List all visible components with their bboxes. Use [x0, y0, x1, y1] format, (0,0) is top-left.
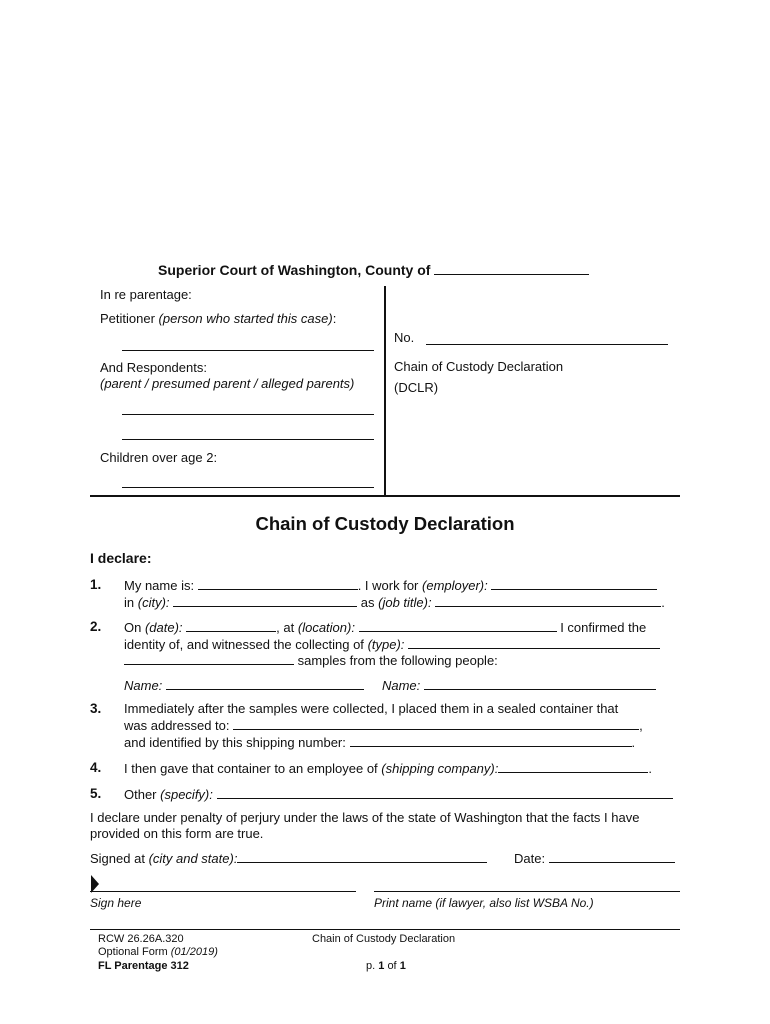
perjury-statement-2: provided on this form are true.	[90, 826, 264, 841]
item-2-line-3: samples from the following people:	[124, 652, 498, 668]
page-title: Chain of Custody Declaration	[255, 513, 515, 534]
sign-here-arrow-icon	[90, 875, 100, 896]
signed-date: Date:	[514, 850, 675, 866]
item-2-names: Name: Name:	[124, 677, 656, 693]
date-collected-field[interactable]	[186, 619, 276, 632]
footer-rule	[90, 929, 680, 930]
respondents-hint: (parent / presumed parent / alleged parents)	[100, 376, 355, 391]
person-name-field-1[interactable]	[166, 677, 364, 690]
sample-type-field[interactable]	[408, 636, 660, 649]
case-number-field[interactable]	[426, 343, 668, 345]
shipping-company-field[interactable]	[498, 760, 648, 773]
job-title-field[interactable]	[435, 594, 661, 607]
sample-type-field-2[interactable]	[124, 652, 294, 665]
footer-form-number: FL Parentage 312	[98, 960, 189, 972]
item-3-line-2: was addressed to: ,	[124, 718, 643, 733]
signature-field[interactable]	[90, 890, 356, 892]
item-3-line-1: Immediately after the samples were collected, I placed them in a sealed container that	[124, 701, 619, 716]
item-4-line: I then gave that container to an employee of (shipping company): .	[124, 761, 652, 776]
caption-doc-name: Chain of Custody Declaration	[394, 359, 564, 374]
item-1-number: 1.	[90, 577, 102, 592]
declare-heading: I declare:	[90, 550, 152, 566]
item-5-line: Other (specify):	[124, 786, 673, 802]
petitioner-field[interactable]	[122, 349, 374, 351]
footer-rcw: RCW 26.26A.320	[98, 933, 184, 945]
item-1-line-2: in (city): as (job title): .	[124, 595, 665, 610]
children-field[interactable]	[122, 486, 374, 488]
city-field[interactable]	[173, 594, 357, 607]
respondents-label: And Respondents:	[100, 360, 207, 375]
caption-doc-code: (DCLR)	[394, 380, 439, 395]
petitioner-label: Petitioner (person who started this case):	[100, 311, 337, 326]
respondent-field-1[interactable]	[122, 413, 374, 415]
item-3-number: 3.	[90, 701, 102, 716]
court-title: Superior Court of Washington, County of	[158, 262, 589, 278]
person-name-field-2[interactable]	[424, 677, 656, 690]
city-state-field[interactable]	[237, 850, 487, 863]
county-field[interactable]	[434, 262, 589, 275]
print-name-field[interactable]	[374, 890, 680, 892]
in-re-label: In re parentage:	[100, 287, 192, 302]
children-label: Children over age 2:	[100, 450, 218, 465]
item-2-number: 2.	[90, 619, 102, 634]
footer-page-number: p. 1 of 1	[366, 960, 406, 972]
footer-doc-title: Chain of Custody Declaration	[312, 933, 456, 945]
sign-here-label: Sign here	[90, 896, 142, 910]
footer-optional-form: Optional Form (01/2019)	[98, 946, 218, 958]
employer-field[interactable]	[491, 577, 657, 590]
other-field[interactable]	[217, 786, 673, 799]
caption-divider	[384, 286, 386, 496]
addressed-to-field[interactable]	[233, 717, 639, 730]
signed-date-field[interactable]	[549, 850, 675, 863]
shipping-number-field[interactable]	[350, 734, 632, 747]
item-4-number: 4.	[90, 760, 102, 775]
item-1-line-1: My name is: . I work for (employer):	[124, 577, 657, 593]
perjury-statement-1: I declare under penalty of perjury under the laws of the state of Washington that the facts I have	[90, 810, 640, 825]
name-field[interactable]	[198, 577, 358, 590]
item-5-number: 5.	[90, 786, 102, 801]
item-2-line-2: identity of, and witnessed the collecting of (type):	[124, 636, 660, 652]
case-number-label: No.	[394, 330, 415, 345]
print-name-label: Print name (if lawyer, also list WSBA No.)	[374, 896, 594, 910]
item-2-line-1: On (date): , at (location): I confirmed the	[124, 620, 647, 635]
respondent-field-2[interactable]	[122, 438, 374, 440]
item-3-line-3: and identified by this shipping number: .	[124, 735, 636, 750]
signed-at: Signed at (city and state):	[90, 850, 487, 866]
caption-rule	[90, 495, 680, 497]
location-field[interactable]	[359, 619, 557, 632]
